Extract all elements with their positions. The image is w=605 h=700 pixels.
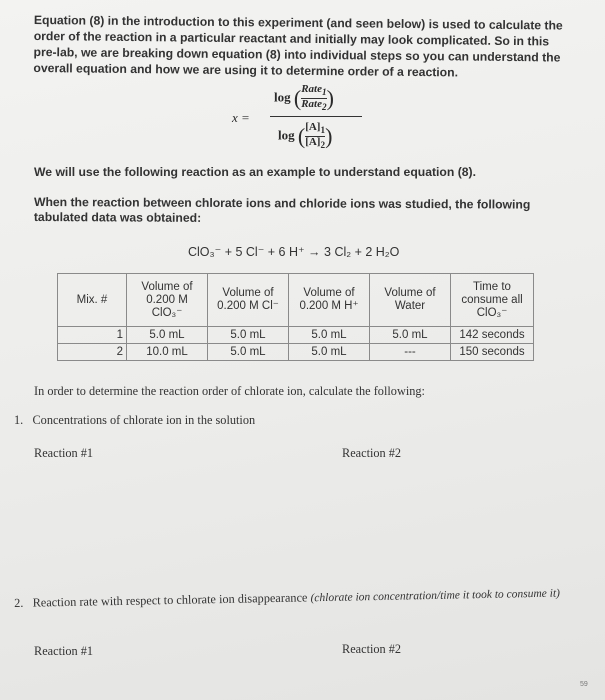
- table-cell: 5.0 mL: [370, 327, 451, 344]
- equation-8: [232, 82, 372, 157]
- questions-intro: In order to determine the reaction order of chlorate ion, calculate the following:: [34, 384, 425, 398]
- table-row: [58, 327, 534, 344]
- header-mix: Mix. #: [58, 274, 127, 327]
- table-cell: 5.0 mL: [289, 344, 370, 361]
- q1-reaction-1-label: Reaction #1: [34, 446, 94, 460]
- table-cell: 150 seconds: [451, 344, 534, 361]
- question-2-italic: (chlorate ion concentration/time it took to consume it): [310, 587, 561, 605]
- table-cell: 5.0 mL: [208, 344, 289, 361]
- q2-reaction-2-label: Reaction #2: [342, 642, 402, 656]
- table-header-row: [58, 274, 534, 327]
- equation-lhs: x =: [232, 110, 250, 125]
- header-cl: Volume of 0.200 M Cl⁻: [208, 274, 289, 327]
- table-row: [58, 344, 534, 361]
- table-cell: 5.0 mL: [127, 327, 208, 344]
- table-cell: 10.0 mL: [127, 344, 208, 361]
- question-1-text: Concentrations of chlorate ion in the solution: [32, 413, 256, 427]
- study-intro: When the reaction between chlorate ions and chloride ions was studied, the following tabulated data was obtained:: [33, 195, 531, 225]
- table-cell: 5.0 mL: [208, 327, 289, 344]
- example-intro: We will use the following reaction as an example to understand equation (8).: [34, 165, 476, 179]
- fraction-bar: [270, 116, 362, 117]
- question-2-number: 2.: [14, 595, 24, 610]
- data-table: [57, 273, 534, 361]
- q1-reaction-2-label: Reaction #2: [342, 446, 402, 460]
- equation-denominator: $\log ([A]_1$ $[A]_2$ ): [278, 121, 333, 151]
- question-2: [14, 584, 574, 612]
- question-1: [14, 413, 255, 428]
- header-water: Volume of Water: [370, 274, 451, 327]
- header-clo3: Volume of 0.200 M ClO₃⁻: [127, 274, 208, 327]
- question-1-number: 1.: [14, 413, 24, 427]
- table-cell: 5.0 mL: [289, 327, 370, 344]
- intro-paragraph: Equation (8) in the introduction to this experiment (and seen below) is used to calculate the order of the reaction in a particular reactant and initially may look complicated. So in this pre-lab, we are breaking down equation (8) into individual steps so you can understand the overall equation and how we are using it to determine order of a reaction.: [33, 12, 563, 80]
- equation-numerator: $\log (\frac{Rate_1}{Rate_2}$ ): [274, 83, 334, 113]
- reaction-equation: ClO₃⁻ + 5 Cl⁻ + 6 H⁺ → 3 Cl₂ + 2 H₂O: [188, 245, 400, 259]
- table-cell: ---: [370, 344, 451, 361]
- q2-reaction-1-label: Reaction #1: [34, 644, 94, 658]
- table-cell: 1: [58, 327, 127, 344]
- question-2-text: Reaction rate with respect to chlorate ion disappearance: [32, 590, 308, 610]
- page-number: 59: [580, 681, 588, 688]
- table-cell: 142 seconds: [451, 327, 534, 344]
- table-cell: 2: [58, 344, 127, 361]
- header-time: Time to consume all ClO₃⁻: [451, 274, 534, 327]
- header-h: Volume of 0.200 M H⁺: [289, 274, 370, 327]
